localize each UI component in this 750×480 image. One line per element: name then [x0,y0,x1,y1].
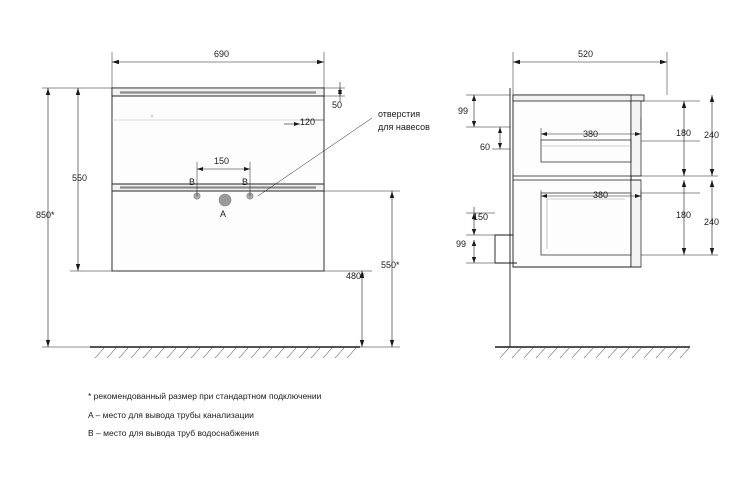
dimension-label-lower-240: 240 [704,217,720,227]
dimension-label-top-99: 99 [458,106,469,116]
callout-hanger-holes-line1: отверстия [378,109,421,119]
dimension-label-right-550: 550* [381,260,400,270]
dimension-label-holes-150: 150 [214,156,230,166]
marker-label-a: A [220,209,227,219]
legend-note-b: B – место для вывода труб водоснабжения [88,428,259,438]
marker-label-b-left: B [189,177,196,187]
dimension-label-top-120: 120 [300,117,316,127]
dimension-label-bottom-99: 99 [456,239,467,249]
callout-hanger-holes-line2: для навесов [378,122,430,132]
dimension-label-height-850: 850* [36,210,55,220]
dimension-label-depth-520: 520 [578,49,594,59]
dimension-label-top-50: 50 [332,100,343,110]
legend-note-star: * рекомендованный размер при стандартном подключении [88,391,322,401]
dimension-label-width-690: 690 [214,49,230,59]
dimension-label-right-480: 480* [346,271,365,281]
dimension-label-lower-380: 380 [593,190,609,200]
dimension-label-upper-380: 380 [583,129,599,139]
marker-label-b-right: B [242,177,249,187]
legend-note-a: A – место для вывода трубы канализации [88,410,254,420]
dimension-label-top-60: 60 [480,142,491,152]
dimension-label-lower-180: 180 [676,210,692,220]
dimension-label-bottom-150: 150 [473,212,489,222]
dimension-label-upper-240: 240 [704,130,720,140]
dimension-label-height-550: 550 [72,173,88,183]
dimension-label-upper-180: 180 [676,128,692,138]
